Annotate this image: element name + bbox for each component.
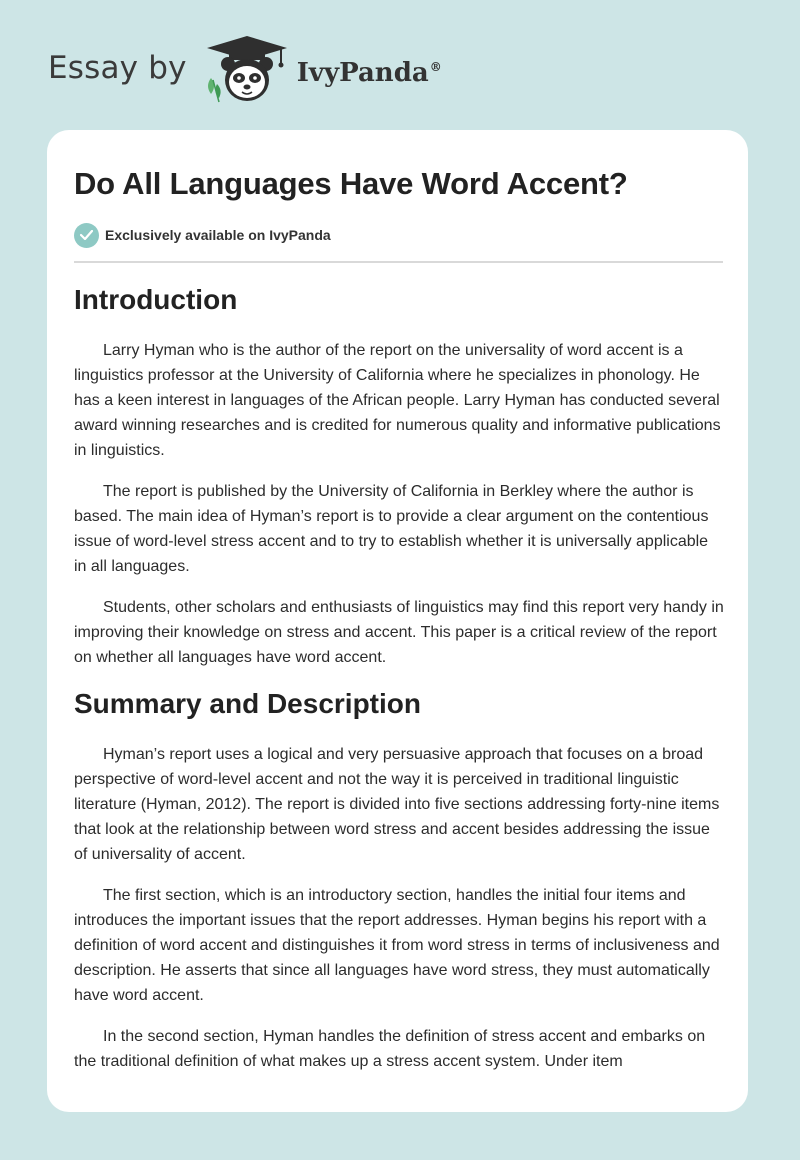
- section-heading: Summary and Description: [74, 688, 421, 719]
- brand-name-text: IvyPanda: [296, 58, 429, 88]
- section-introduction: [74, 282, 724, 670]
- brand-header: [48, 34, 442, 108]
- paragraph: The report is published by the University of California in Berkley where the author is based. The main idea of Hyman’s report is to provide a clear argument on the contentious issue of word-level stress accent and to try to establish whether it is universally applicable in all languages.: [74, 483, 709, 575]
- paragraph: Hyman’s report uses a logical and very persuasive approach that focuses on a broad perspective of word-level accent and not the way it is perceived in traditional linguistic literature (Hyman, 2012). The report is divided into five sections addressing forty-nine items that look at the relationship between word stress and accent besides addressing the issue of universality of accent.: [74, 746, 720, 863]
- exclusive-badge: [74, 222, 331, 248]
- check-icon: [74, 223, 99, 248]
- paragraph: Larry Hyman who is the author of the report on the universality of word accent is a linguistics professor at the University of California where he specializes in phonology. He has a keen interest in languages of the African people. Larry Hyman has conducted several award winning researches and is credited for numerous quality and informative publications in linguistics.: [74, 342, 721, 459]
- paragraph: The first section, which is an introductory section, handles the initial four items and introduces the important issues that the report addresses. Hyman begins his report with a definition of word accent and distinguishes it from word stress in terms of inclusiveness and description. He asserts that since all languages have word stress, they must automatically have word accent.: [74, 887, 720, 1004]
- brand-name: [297, 58, 442, 88]
- registered-mark: ®: [429, 60, 442, 75]
- essay-card: [47, 130, 748, 1112]
- section-heading: Introduction: [74, 284, 238, 315]
- brand-prefix: Essay by: [48, 50, 187, 86]
- exclusive-label: Exclusively available on IvyPanda: [105, 227, 331, 243]
- paragraph: Students, other scholars and enthusiasts of linguistics may find this report very handy in improving their knowledge on stress and accent. This paper is a critical review of the report on whether all languages have word accent.: [74, 599, 724, 666]
- essay-body: [74, 282, 724, 1090]
- panda-logo-icon[interactable]: [201, 34, 293, 108]
- page-title: Do All Languages Have Word Accent?: [74, 166, 628, 201]
- section-summary: [74, 686, 724, 1074]
- paragraph: In the second section, Hyman handles the definition of stress accent and embarks on the traditional definition of what makes up a stress accent system. Under item: [74, 1028, 706, 1070]
- divider: [74, 261, 723, 263]
